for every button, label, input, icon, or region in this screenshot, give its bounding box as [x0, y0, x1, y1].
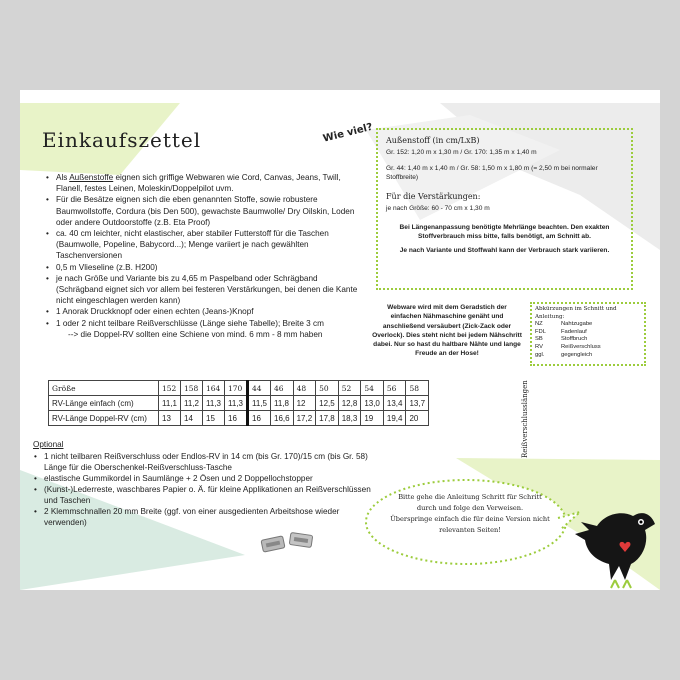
size-cell: 152 [159, 381, 181, 396]
table-cell: 13,7 [406, 396, 429, 411]
shopping-list [46, 172, 361, 340]
size-cell: 54 [361, 381, 384, 396]
list-item: • 0,5 m Vlieseline (z.B. H200) [46, 262, 361, 273]
row-label: RV-Länge Doppel-RV (cm) [49, 411, 159, 426]
table-cell: 11,8 [271, 396, 294, 411]
size-cell: 44 [248, 381, 271, 396]
rv-note: --> die Doppel-RV sollten eine Schiene von mind. 6 mm - 8 mm haben [68, 329, 323, 339]
table-cell: 15 [203, 411, 225, 426]
consumption-note: Je nach Variante und Stoffwahl kann der Verbrauch stark variieren. [399, 247, 610, 254]
zipper-length-side-label: Reißverschlusslängen [521, 380, 529, 458]
consumption-line: je nach Größe: 60 - 70 cm x 1,30 m [386, 205, 490, 212]
wie-viel-label: Wie viel? [322, 121, 374, 145]
size-cell: 170 [225, 381, 248, 396]
abbreviation-row: ggl. gegengleich [535, 351, 593, 358]
abbreviation-row: SB Stoffbruch [535, 336, 588, 343]
list-item: • elastische Gummikordel in Saumlänge + 2 Ösen und 2 Doppellochstopper [34, 473, 379, 484]
table-cell: 11,3 [203, 396, 225, 411]
list-item: • Für die Besätze eignen sich die eben genannten Stoffe, sowie robustere Baumwollstoffe, Cordura (bis Den 500), gewachste Baumwolle/ Dry Oilskin, Loden oder andere Outdoorstoffe (z.B. Eta Proof) [46, 194, 361, 228]
size-cell: 50 [316, 381, 339, 396]
table-cell: 17,8 [316, 411, 339, 426]
table-cell: 14 [181, 411, 203, 426]
zipper-length-table [48, 380, 429, 426]
row-label: RV-Länge einfach (cm) [49, 396, 159, 411]
speech-bubble-text: Bitte gehe die Anleitung Schritt für Schritt durch und folge den Verweisen. Überspringe einfach die für deine Version nicht relevanten Seiten! [390, 493, 550, 534]
list-item: • 1 Anorak Druckknopf oder einen echten (Jeans-)Knopf [46, 306, 361, 317]
page-title: Einkaufszettel [42, 128, 202, 152]
reinforcement-heading: Für die Verstärkungen: [386, 192, 481, 201]
table-cell: 12,8 [338, 396, 361, 411]
list-item: • Als Außenstoffe eignen sich griffige Webwaren wie Cord, Canvas, Jeans, Twill, Flanell, festes Leinen, Moleskin/Doppelpilot uvm. [46, 172, 361, 194]
size-cell: 56 [383, 381, 406, 396]
table-cell: 11,2 [181, 396, 203, 411]
buckle-clips-image [260, 528, 320, 558]
table-cell: 13 [159, 411, 181, 426]
table-cell: 16 [225, 411, 248, 426]
crow-mascot-icon [575, 500, 660, 590]
table-header-row [49, 381, 429, 396]
webware-note: Webware wird mit dem Geradstich der einfachen Nähmaschine genäht und anschließend versäubert (Zick-Zack oder Overlock). Dies steht nicht bei jedem Nähschritt dabei. Nur so hast du haltbare Nähte und lange Freude an der Hose! [372, 304, 522, 358]
optional-heading: Optional [33, 440, 64, 449]
abbreviations-box [530, 302, 646, 366]
table-header-cell: Größe [49, 381, 159, 396]
list-item: • 1 nicht teilbaren Reißverschluss oder Endlos-RV in 14 cm (bis Gr. 170)/15 cm (bis Gr. 58) Länge für die Oberschenkel-Reißverschluss-Tasche [34, 451, 379, 473]
consumption-line: Gr. 152: 1,20 m x 1,30 m / Gr. 170: 1,35 m x 1,40 m [386, 149, 537, 156]
table-cell: 12 [293, 396, 316, 411]
consumption-note: Bei Längenanpassung benötigte Mehrlänge beachten. Den exakten Stoffverbrauch miss bitte, falls benötigt, am Schnitt ab. [399, 224, 610, 240]
outer-fabric-heading: Außenstoff (in cm/LxB) [386, 136, 480, 145]
table-cell: 16,6 [271, 411, 294, 426]
size-cell: 164 [203, 381, 225, 396]
optional-list [34, 451, 379, 528]
table-cell: 19,4 [383, 411, 406, 426]
list-item: • (Kunst-)Lederreste, waschbares Papier o. Ä. für kleine Applikationen an Reißverschlüssen und Taschen [34, 484, 379, 506]
abbreviations-title: Abkürzungen im Schnitt und Anleitung: [535, 306, 617, 320]
abbreviation-row: RV Reißverschluss [535, 343, 601, 350]
table-cell: 11,5 [248, 396, 271, 411]
table-cell: 13,4 [383, 396, 406, 411]
table-row [49, 411, 429, 426]
table-cell: 16 [248, 411, 271, 426]
table-cell: 12,5 [316, 396, 339, 411]
list-item: • ca. 40 cm leichter, nicht elastischer, aber stabiler Futterstoff für die Taschen (Baumwolle, Popeline, Babycord...); Menge variiert je nach gewählten Taschenversionen [46, 228, 361, 262]
size-cell: 158 [181, 381, 203, 396]
consumption-line: Gr. 44: 1,40 m x 1,40 m / Gr. 58: 1,50 m x 1,80 m (= 2,50 m bei normaler Stoffbreite) [386, 165, 598, 181]
list-item: • je nach Größe und Variante bis zu 4,65 m Paspelband oder Schrägband (Schrägband eignet sich vor allem bei festeren Verstärkungen, bei denen die Kante nicht eingeschlagen werden kann) [46, 273, 361, 307]
size-cell: 46 [271, 381, 294, 396]
list-item: • 1 oder 2 nicht teilbare Reißverschlüsse (Länge siehe Tabelle); Breite 3 cm --> die Doppel-RV sollten eine Schiene von mind. 6 mm - 8 mm haben [46, 318, 361, 340]
size-cell: 52 [338, 381, 361, 396]
table-cell: 11,3 [225, 396, 248, 411]
abbreviation-row: FDL Fadenlauf [535, 328, 587, 335]
table-cell: 13,0 [361, 396, 384, 411]
abbreviation-row: NZ Nahtzugabe [535, 321, 593, 328]
table-row [49, 396, 429, 411]
list-item: • 2 Klemmschnallen 20 mm Breite (ggf. von einer ausgedienten Arbeitshose wieder verwenden) [34, 506, 379, 528]
table-cell: 19 [361, 411, 384, 426]
fabric-consumption-box [376, 128, 633, 290]
table-cell: 17,2 [293, 411, 316, 426]
size-cell: 48 [293, 381, 316, 396]
table-cell: 11,1 [159, 396, 181, 411]
table-cell: 20 [406, 411, 429, 426]
table-cell: 18,3 [338, 411, 361, 426]
size-cell: 58 [406, 381, 429, 396]
